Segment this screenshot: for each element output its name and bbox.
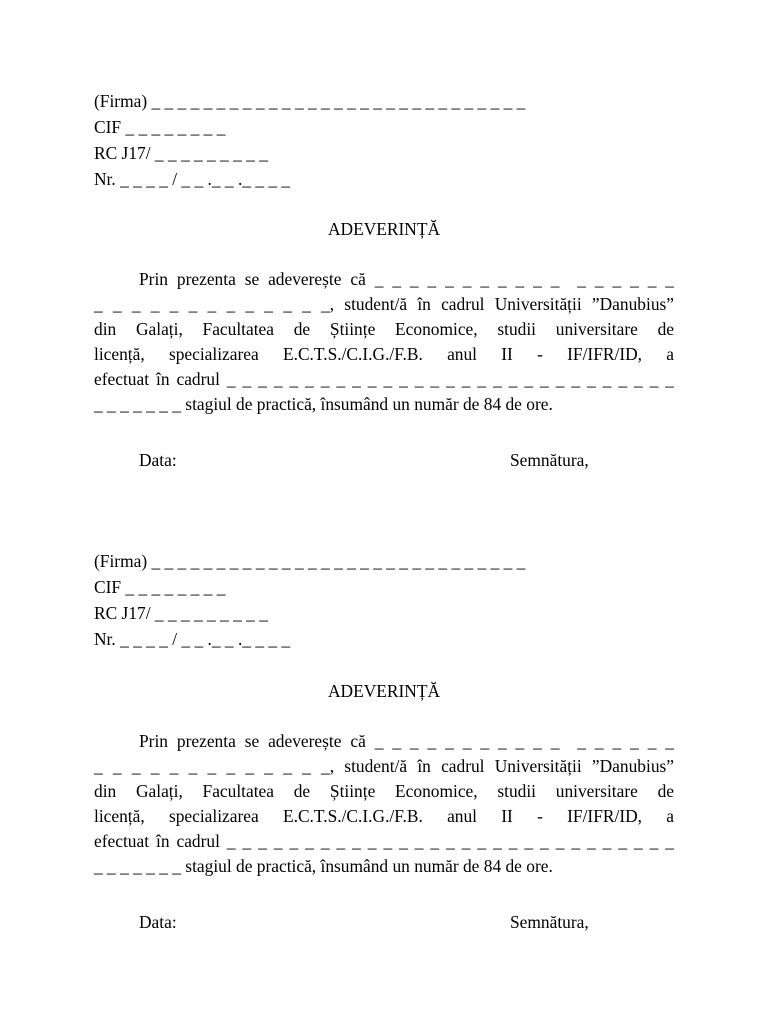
signature-label: Semnătura,	[510, 912, 589, 932]
paragraph-line: licență, specializarea E.C.T.S./C.I.G./F.B. anul II - IF/IFR/ID, a	[94, 806, 674, 826]
paragraph-line: _ _ _ _ _ _ _ stagiul de practică, însumând un număr de 84 de ore.	[94, 394, 553, 414]
rc-field: RC J17/ _ _ _ _ _ _ _ _ _	[94, 603, 268, 623]
date-label: Data:	[139, 450, 177, 470]
paragraph-line: Prin prezenta se adeverește că _ _ _ _ _ _ _ _ _ _ _ _ _ _ _ _ _	[139, 731, 674, 751]
paragraph-line: _ _ _ _ _ _ _ _ _ _ _ _ _, student/ă în cadrul Universității ”Danubius”	[94, 756, 674, 776]
cif-field: CIF _ _ _ _ _ _ _ _	[94, 117, 226, 137]
certificate-section-1	[94, 88, 674, 478]
number-field: Nr. _ _ _ _ / _ _ ._ _ ._ _ _ _	[94, 169, 291, 189]
cif-field: CIF _ _ _ _ _ _ _ _	[94, 577, 226, 597]
paragraph-line: efectuat în cadrul _ _ _ _ _ _ _ _ _ _ _ _ _ _ _ _ _ _ _ _ _ _ _ _ _ _ _ _ _	[94, 831, 674, 851]
certificate-section-2	[94, 548, 674, 948]
paragraph-line: din Galați, Facultatea de Științe Economice, studii universitare de	[94, 319, 674, 339]
rc-field: RC J17/ _ _ _ _ _ _ _ _ _	[94, 143, 268, 163]
number-field: Nr. _ _ _ _ / _ _ ._ _ ._ _ _ _	[94, 629, 291, 649]
paragraph-line: efectuat în cadrul _ _ _ _ _ _ _ _ _ _ _ _ _ _ _ _ _ _ _ _ _ _ _ _ _ _ _ _ _	[94, 369, 674, 389]
signature-label: Semnătura,	[510, 450, 589, 470]
document-title: ADEVERINȚĂ	[327, 219, 441, 239]
paragraph-line: Prin prezenta se adeverește că _ _ _ _ _ _ _ _ _ _ _ _ _ _ _ _ _	[139, 269, 674, 289]
paragraph-line: licență, specializarea E.C.T.S./C.I.G./F.B. anul II - IF/IFR/ID, a	[94, 344, 674, 364]
paragraph-line: _ _ _ _ _ _ _ _ _ _ _ _ _, student/ă în cadrul Universității ”Danubius”	[94, 294, 674, 314]
company-field: (Firma) _ _ _ _ _ _ _ _ _ _ _ _ _ _ _ _ _ _ _ _ _ _ _ _ _ _ _ _ _	[94, 91, 526, 111]
date-label: Data:	[139, 912, 177, 932]
document-title: ADEVERINȚĂ	[327, 681, 441, 701]
paragraph-line: _ _ _ _ _ _ _ stagiul de practică, însumând un număr de 84 de ore.	[94, 856, 553, 876]
paragraph-line: din Galați, Facultatea de Științe Economice, studii universitare de	[94, 781, 674, 801]
company-field: (Firma) _ _ _ _ _ _ _ _ _ _ _ _ _ _ _ _ _ _ _ _ _ _ _ _ _ _ _ _ _	[94, 551, 526, 571]
